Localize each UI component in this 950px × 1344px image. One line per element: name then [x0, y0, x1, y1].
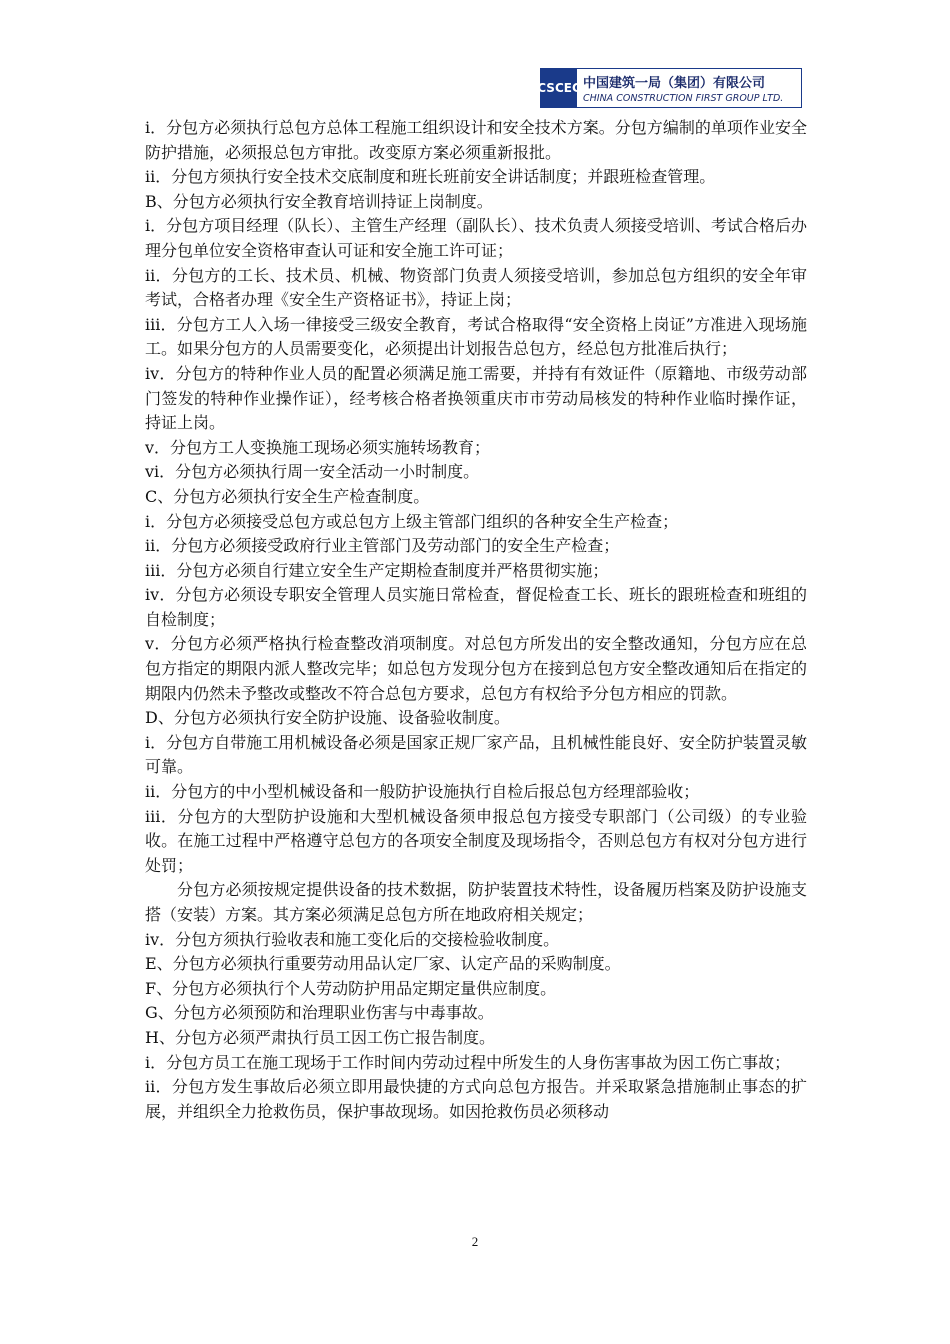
- paragraph: v．分包方必须严格执行检查整改消项制度。对总包方所发出的安全整改通知，分包方应在总包方指定的期限内派人整改完毕；如总包方发现分包方在接到总包方安全整改通知后在指定的期限内仍然未予整改或整改不符合总包方要求，总包方有权给予分包方相应的罚款。: [145, 634, 807, 703]
- paragraph: C、分包方必须执行安全生产检查制度。: [145, 486, 430, 506]
- paragraph: i．分包方项目经理（队长）、主管生产经理（副队长）、技术负责人须接受培训、考试合格后办理分包单位安全资格审查认可证和安全施工许可证；: [145, 216, 807, 260]
- paragraph: i．分包方必须执行总包方总体工程施工组织设计和安全技术方案。分包方编制的单项作业安全防护措施，必须报总包方审批。改变原方案必须重新报批。: [145, 118, 807, 162]
- paragraph: v．分包方工人变换施工现场必须实施转场教育；: [145, 437, 491, 457]
- paragraph: i．分包方员工在施工现场于工作时间内劳动过程中所发生的人身伤害事故为因工伤亡事故；: [145, 1052, 791, 1072]
- paragraph: iii．分包方必须自行建立安全生产定期检查制度并严格贯彻实施；: [145, 560, 609, 580]
- paragraph: i．分包方必须接受总包方或总包方上级主管部门组织的各种安全生产检查；: [145, 511, 679, 531]
- company-name-cn: 中国建筑一局（集团）有限公司: [583, 76, 766, 91]
- paragraph: ii．分包方发生事故后必须立即用最快捷的方式向总包方报告。并采取紧急措施制止事态的扩展，并组织全力抢救伤员，保护事故现场。如因抢救伤员必须移动: [145, 1077, 807, 1121]
- logo-text: [577, 69, 801, 107]
- paragraph: iv．分包方的特种作业人员的配置必须满足施工需要，并持有有效证件（原籍地、市级劳动部门签发的特种作业操作证），经考核合格者换领重庆市市劳动局核发的特种作业临时操作证，持证上岗。: [145, 363, 807, 433]
- document-body: [145, 116, 807, 1124]
- paragraph: iv．分包方必须设专职安全管理人员实施日常检查，督促检查工长、班长的跟班检查和班组的自检制度；: [145, 585, 807, 629]
- paragraph: vi．分包方必须执行周一安全活动一小时制度。: [145, 462, 480, 482]
- paragraph: E、分包方必须执行重要劳动用品认定厂家、认定产品的采购制度。: [145, 954, 621, 974]
- paragraph: D、分包方必须执行安全防护设施、设备验收制度。: [145, 708, 510, 728]
- paragraph: H、分包方必须严肃执行员工因工伤亡报告制度。: [145, 1027, 495, 1047]
- paragraph: F、分包方必须执行个人劳动防护用品定期定量供应制度。: [145, 978, 557, 998]
- paragraph: B、分包方必须执行安全教育培训持证上岗制度。: [145, 191, 493, 211]
- paragraph: ii．分包方的工长、技术员、机械、物资部门负责人须接受培训，参加总包方组织的安全年审考试，合格者办理《安全生产资格证书》，持证上岗；: [145, 265, 807, 310]
- paragraph: G、分包方必须预防和治理职业伤害与中毒事故。: [145, 1003, 494, 1023]
- paragraph: iii．分包方工人入场一律接受三级安全教育，考试合格取得“安全资格上岗证”方准进入现场施工。如果分包方的人员需要变化，必须提出计划报告总包方，经总包方批准后执行；: [145, 314, 807, 359]
- company-logo: [537, 68, 802, 108]
- paragraph: iv．分包方须执行验收表和施工变化后的交接检验收制度。: [145, 929, 560, 949]
- paragraph: iii．分包方的大型防护设施和大型机械设备须申报总包方接受专职部门（公司级）的专业验收。在施工过程中严格遵守总包方的各项安全制度及现场指令，否则总包方有权对分包方进行处罚；: [145, 806, 807, 875]
- company-name-en: CHINA CONSTRUCTION FIRST GROUP LTD.: [583, 93, 784, 104]
- page-number: 2: [471, 1234, 479, 1249]
- paragraph: ii．分包方须执行安全技术交底制度和班长班前安全讲话制度；并跟班检查管理。: [145, 167, 716, 187]
- paragraph: ii．分包方的中小型机械设备和一般防护设施执行自检后报总包方经理部验收；: [145, 782, 700, 802]
- paragraph: i．分包方自带施工用机械设备必须是国家正规厂家产品，且机械性能良好、安全防护装置灵敏可靠。: [145, 732, 807, 777]
- paragraph-indented: 分包方必须按规定提供设备的技术数据，防护装置技术特性，设备履历档案及防护设施支搭（安装）方案。其方案必须满足总包方所在地政府相关规定；: [145, 880, 807, 924]
- cscec-logo-mark: CSCEC: [541, 69, 577, 107]
- paragraph: ii．分包方必须接受政府行业主管部门及劳动部门的安全生产检查；: [145, 536, 620, 556]
